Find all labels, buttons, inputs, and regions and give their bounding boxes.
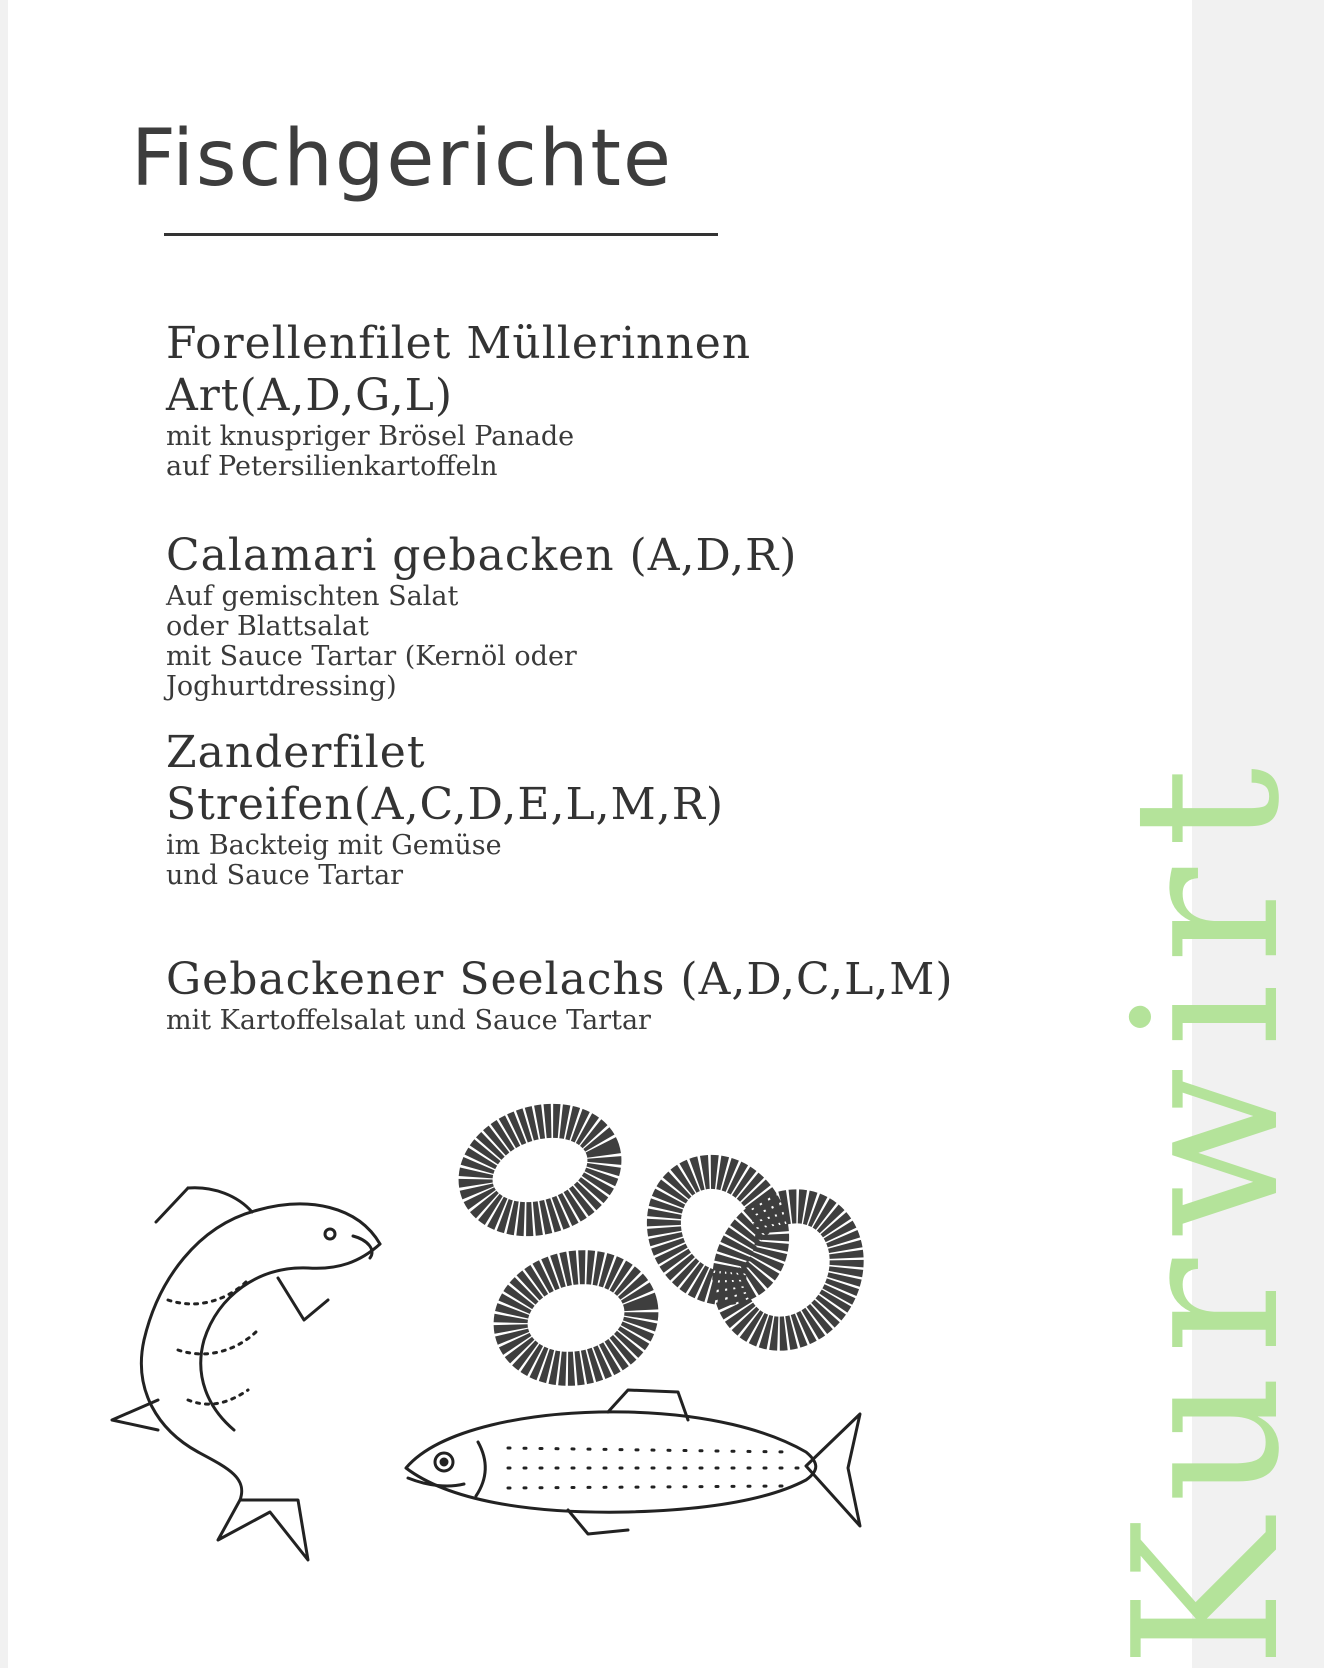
dish-description-line: im Backteig mit Gemüse (166, 830, 502, 861)
dish-description-line: oder Blattsalat (166, 611, 369, 642)
jumping-trout-icon (112, 1188, 380, 1560)
brand-name: Kurwirt (1091, 747, 1324, 1668)
title-underline (164, 233, 718, 236)
dish-name-line: Streifen(A,C,D,E,L,M,R) (166, 779, 724, 830)
calamari-rings-icon (463, 1105, 870, 1381)
dish-item-zanderfilet (166, 727, 724, 891)
dish-item-seelachs (166, 954, 954, 1036)
dish-description-line: auf Petersilienkartoffeln (166, 451, 498, 482)
dish-name-line: Calamari gebacken (A,D,R) (166, 530, 798, 581)
dish-description-line: Auf gemischten Salat (166, 581, 459, 612)
page-title: Fischgerichte (131, 114, 673, 204)
dish-description-line: und Sauce Tartar (166, 860, 404, 891)
dish-description-line: mit Sauce Tartar (Kernöl oder (166, 641, 577, 672)
dish-description-line: Joghurtdressing) (166, 671, 397, 702)
dish-item-calamari (166, 530, 797, 702)
menu-page (8, 0, 1324, 1668)
salmon-fish-icon (406, 1390, 860, 1534)
dish-description-line: mit Kartoffelsalat und Sauce Tartar (166, 1005, 651, 1036)
dish-name-line: Gebackener Seelachs (A,D,C,L,M) (166, 954, 954, 1005)
dish-name-line: Forellenfilet Müllerinnen (166, 318, 752, 369)
dish-description-line: mit knuspriger Brösel Panade (166, 421, 575, 452)
dish-name-line: Art(A,D,G,L) (166, 370, 454, 421)
dish-name-line: Zanderfilet (166, 727, 426, 778)
dish-item-forellenfilet (166, 318, 751, 482)
